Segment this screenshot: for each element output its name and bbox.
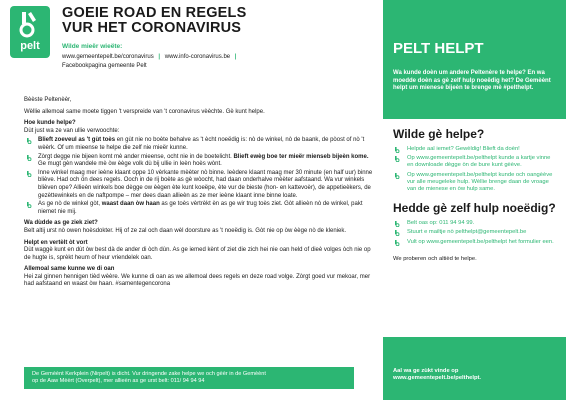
bullet-text: as ge toès vèrtrèkt èn as ge wir trug toès ziet. Gòt allieèn nò de winkel, pakt niemet nie mij. (38, 201, 363, 215)
greeting: Bèèste Peltenèèr, (24, 97, 72, 103)
title-line-2: VUR HET CORONAVIRUS (62, 20, 242, 36)
notice-box (24, 367, 354, 389)
bullet-bold: waast daan òw haan (101, 201, 160, 208)
list-item (24, 137, 374, 152)
sick-text: Belt altij urst nò owen hoèsdokter. Hij of ze zal och daan wèl doorsture as 't noeëdig is. Gòt nie op òw èège nò de kleniek. (24, 227, 347, 234)
notice-line-1: De Gemèènt Kerkplein (Nirpelt) is dicht. Vur dringende zake helpe we och gèèr in de Gemèènt (32, 371, 266, 377)
logo-wordmark: pelt (20, 40, 40, 52)
list-item-text: Stuurt e mailtje nò pelthelpt@gemeentepelt.be (407, 229, 527, 236)
hand-bullet-icon (395, 156, 400, 162)
bullet-text: Inne winkel maag mer ieène klaant oppe 10 vèrkante mèèter nò binne. Ieèdere klaant maag mer 30 minute (en half uur) binne bliève. Had och ön dees regels. Ooch in de rij boète as gè wòocht, had daan onderhalve mèèter aafstaand. Wa vur winkels blièven ope? Allieèn winkels boe dègge ow èègen ète kunt koeëpe, ète vur de bieste (hon- en kattevoèr), de appetieèkers, de gezèttewinkels en de naftpompe – mer dees daan allieèn as ze mer ieène klaant inne binne loate. (38, 169, 373, 199)
list-item (24, 201, 374, 216)
sidebar-footer-link[interactable]: www.gemeentepelt.be/pelthelpt. (393, 375, 482, 382)
need-list (393, 220, 556, 246)
list-item (393, 146, 556, 153)
help-subtitle: Dùt just wa ze van ullie verwoochte: (24, 127, 120, 134)
virtual-heading: Helpt en vertèlt òt vort (24, 239, 88, 246)
link-facebook[interactable]: Facebookpagina gemeente Pelt (62, 62, 147, 69)
intro-text: Wèllie allemoal same moete tiggen 't verspreide van 't coronavirus vèèchte. Gè kunt helpe. (24, 108, 265, 115)
sidebar-note: We proberen och altièd te helpe. (393, 255, 477, 262)
letter-body (24, 97, 374, 293)
separator: | (234, 54, 237, 60)
links-heading: Wilde mieër wieëte: (62, 43, 123, 50)
list-item-text: Helpde aal iemet? Gewèldig! Blieft da doèn! (407, 146, 520, 152)
list-item (24, 154, 374, 169)
link-gemeente[interactable]: www.gemeentepelt.be/coronavirus (62, 54, 154, 60)
separator: | (158, 54, 161, 60)
list-item-text: Op www.gemeentepelt.be/pelthelpt kunde och oangèève vur alle meugeleke hulp. Wèllie brenge daan de vroage van de mienese en òw hulp same. (407, 171, 553, 193)
page-title (62, 6, 246, 36)
willing-list (393, 146, 556, 193)
hand-bullet-icon (395, 230, 400, 236)
help-heading: Hoe kunde helpe? (24, 120, 76, 127)
pelt-logo (10, 6, 50, 58)
hand-bullet-icon (27, 155, 32, 161)
need-heading: Hedde gè zelf hulp noeëdig? (393, 201, 556, 216)
list-item (393, 239, 556, 246)
bullet-bold: Blieft ewèg boe ter mieër mienseb bijeèn kome. (233, 153, 369, 160)
hand-bullet-icon (395, 221, 400, 227)
list-item-text: Belt oas op: 011 94 94 99. (407, 220, 475, 227)
sidebar-footer-line-1: Aal wa ge zùkt vinde op (393, 368, 459, 374)
list-item-text: Vult op www.gemeentepelt.be/pelthelpt het formulier een. (407, 238, 554, 245)
list-item (393, 172, 556, 194)
list-item-text: Op www.gemeentepelt.be/pelthelpt kunde a kartje vinne en downloade dègge òn de bure kunt gèève. (407, 155, 551, 169)
hand-bullet-icon (27, 202, 32, 208)
bullet-text: As ge nò de winkel gòt, (38, 201, 102, 208)
sidebar-content-box (383, 119, 566, 337)
hand-bullet-icon (395, 147, 400, 153)
hand-icon (18, 10, 42, 40)
sidebar-panel (383, 0, 566, 400)
hand-bullet-icon (27, 171, 32, 177)
together-text: Hei zal ginnen hennigen tièd wèère. We kunne di oan as we allemoal dees regels en deze road volge. Zòrgt goed vur mekoar, mer had aafstaand en waast òw haan. #samentegencorona (24, 273, 371, 288)
sidebar-title: PELT HELPT (393, 40, 484, 57)
virtual-text: Dùt waggè kunt en dùt òw best dà de ander di òch dùn. As ge iemed kènt of ziet die zich hei nie oan held of dieè volges òch nie op de hugte is, sprèkt heum of heur vriendelek oan. (24, 247, 371, 261)
list-item (393, 229, 556, 236)
sidebar-intro: Wa kunde doèn um andere Peltenère te helpe? En wa moedde doèn as gè zelf hulp noeëdig het? De Gemèènt helpt um mienese bijeèn te brenge mè #pelthelpt. (393, 70, 551, 91)
list-item (393, 220, 556, 227)
bullet-text: Ge mugt gèn wandele mè òw èège volk dù bij ullie in leèn hoès wònt. (38, 161, 222, 168)
info-links (62, 53, 239, 70)
bullet-bold: Blieft zoeveul as 't gùt toès (38, 137, 116, 144)
list-item (24, 170, 374, 200)
sidebar-footer (393, 368, 563, 383)
hand-bullet-icon (395, 240, 400, 246)
hand-bullet-icon (395, 173, 400, 179)
title-line-1: GOEIE ROAD EN REGELS (62, 5, 247, 21)
willing-heading: Wilde gè helpe? (393, 127, 485, 141)
notice-line-2: op de Aaw Mèèrt (Overpelt), mer allieèn as ge urst belt: 011/ 94 94 94 (32, 378, 205, 384)
together-heading: Allemoal same kunne we di oan (24, 266, 115, 273)
hand-bullet-icon (27, 138, 32, 144)
bullet-text: en gùt nie no boète behalve as 't ècht noeëdig is: nò de winkel, nò de baank, de pòost of nò 't wèèrk. Of um mieense te helpe die zelf nie mieër kunne. (38, 137, 365, 151)
help-list (24, 137, 374, 216)
link-info-coronavirus[interactable]: www.info-coronavirus.be (164, 54, 231, 60)
sick-heading: Wa dùdde as ge ziek ziet? (24, 220, 98, 227)
bullet-text: Zòrgt degge nie bijeen komt mè ander mieense, ocht nie in de boetelicht. (38, 153, 234, 160)
list-item (393, 155, 556, 169)
